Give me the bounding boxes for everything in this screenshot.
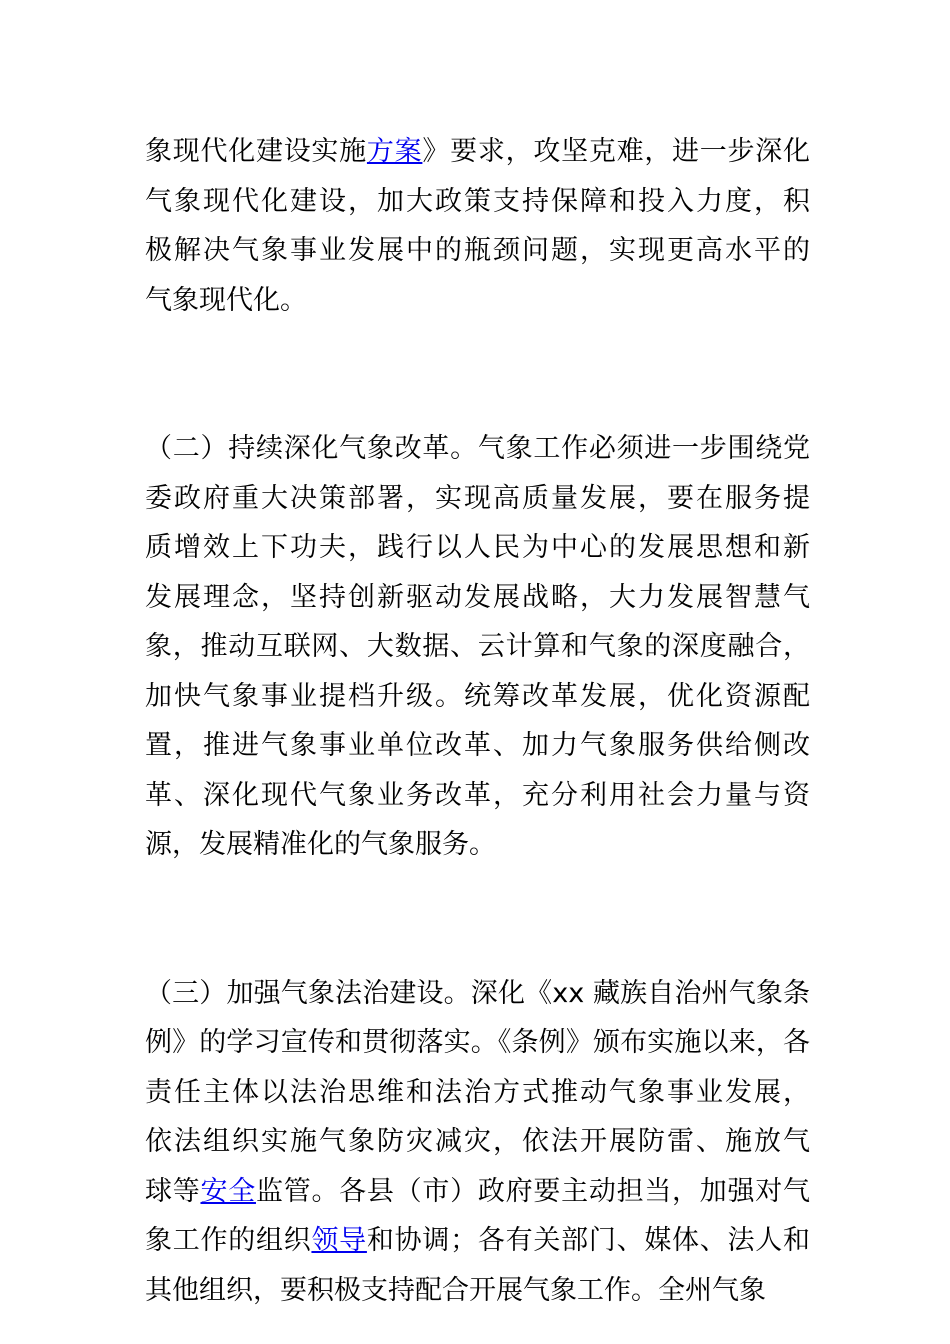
paragraph-gap xyxy=(145,870,810,969)
text-segment: 发展理念，坚持创新驱动发展战略，大力发展智慧气 xyxy=(145,581,810,613)
text-line xyxy=(145,771,810,821)
text-line xyxy=(145,721,810,771)
text-segment: 置，推进气象事业单位改革、加力气象服务供给侧改 xyxy=(145,730,810,761)
text-line xyxy=(145,1167,810,1217)
text-segment: 责任主体以法治思维和法治方式推动气象事业发展， xyxy=(145,1076,810,1108)
text-segment: （二）持续深化气象改革。气象工作必须进一步围绕党 xyxy=(145,433,810,464)
text-segment: 革、深化现代气象业务改革，充分利用社会力量与资 xyxy=(145,779,810,811)
text-segment: 象，推动互联网、大数据、云计算和气象的深度融合， xyxy=(145,631,810,662)
text-segment: 例》的学习宣传和贯彻落实。《条例》颁布实施以来，各 xyxy=(145,1027,810,1058)
text-segment: 象现代化建设实施 xyxy=(145,136,367,167)
text-line xyxy=(145,424,810,474)
text-segment: 极解决气象事业发展中的瓶颈问题，实现更高水平的 xyxy=(145,235,810,266)
text-segment: 委政府重大决策部署，实现高质量发展，要在服务提 xyxy=(145,482,810,514)
text-line xyxy=(145,1266,810,1316)
text-segment: 源，发展精准化的气象服务。 xyxy=(145,829,496,860)
text-line xyxy=(145,1018,810,1068)
text-line xyxy=(145,1117,810,1167)
text-segment: 气象现代化。 xyxy=(145,284,307,316)
paragraph-gap xyxy=(145,325,810,424)
text-line xyxy=(145,672,810,722)
inline-link[interactable]: 领导 xyxy=(311,1225,367,1256)
text-line xyxy=(145,573,810,623)
text-line xyxy=(145,820,810,870)
text-segment: 依法组织实施气象防灾减灾，依法开展防雷、施放气 xyxy=(145,1126,810,1157)
text-line xyxy=(145,276,810,326)
text-line xyxy=(145,622,810,672)
text-segment: 气象现代化建设，加大政策支持保障和投入力度，积 xyxy=(145,185,810,217)
paragraph xyxy=(145,969,810,1316)
paragraph xyxy=(145,127,810,325)
text-line xyxy=(145,969,810,1019)
text-segment: 和协调；各有关部门、媒体、法人和 xyxy=(366,1225,811,1256)
paragraph xyxy=(145,424,810,870)
text-line xyxy=(145,226,810,276)
text-line xyxy=(145,1216,810,1266)
inline-link[interactable]: 安全 xyxy=(200,1175,256,1207)
text-segment: （三）加强气象法治建设。深化《xx 藏族自治州气象条 xyxy=(145,977,810,1009)
document-body xyxy=(145,127,810,1315)
text-segment: 其他组织，要积极支持配合开展气象工作。全州气象 xyxy=(145,1274,766,1306)
text-segment: 质增效上下功夫，践行以人民为中心的发展思想和新 xyxy=(145,532,810,563)
text-line xyxy=(145,523,810,573)
text-segment: 加快气象事业提档升级。统筹改革发展，优化资源配 xyxy=(145,680,810,712)
inline-link[interactable]: 方案 xyxy=(366,136,423,167)
text-line xyxy=(145,474,810,524)
text-segment: 象工作的组织 xyxy=(145,1225,312,1256)
text-line xyxy=(145,127,810,177)
text-segment: 》要求，攻坚克难，进一步深化 xyxy=(422,136,811,167)
text-line xyxy=(145,177,810,227)
text-segment: 监管。各县（市）政府要主动担当，加强对气 xyxy=(255,1175,811,1207)
text-segment: 球等 xyxy=(145,1175,201,1207)
text-line xyxy=(145,1068,810,1118)
